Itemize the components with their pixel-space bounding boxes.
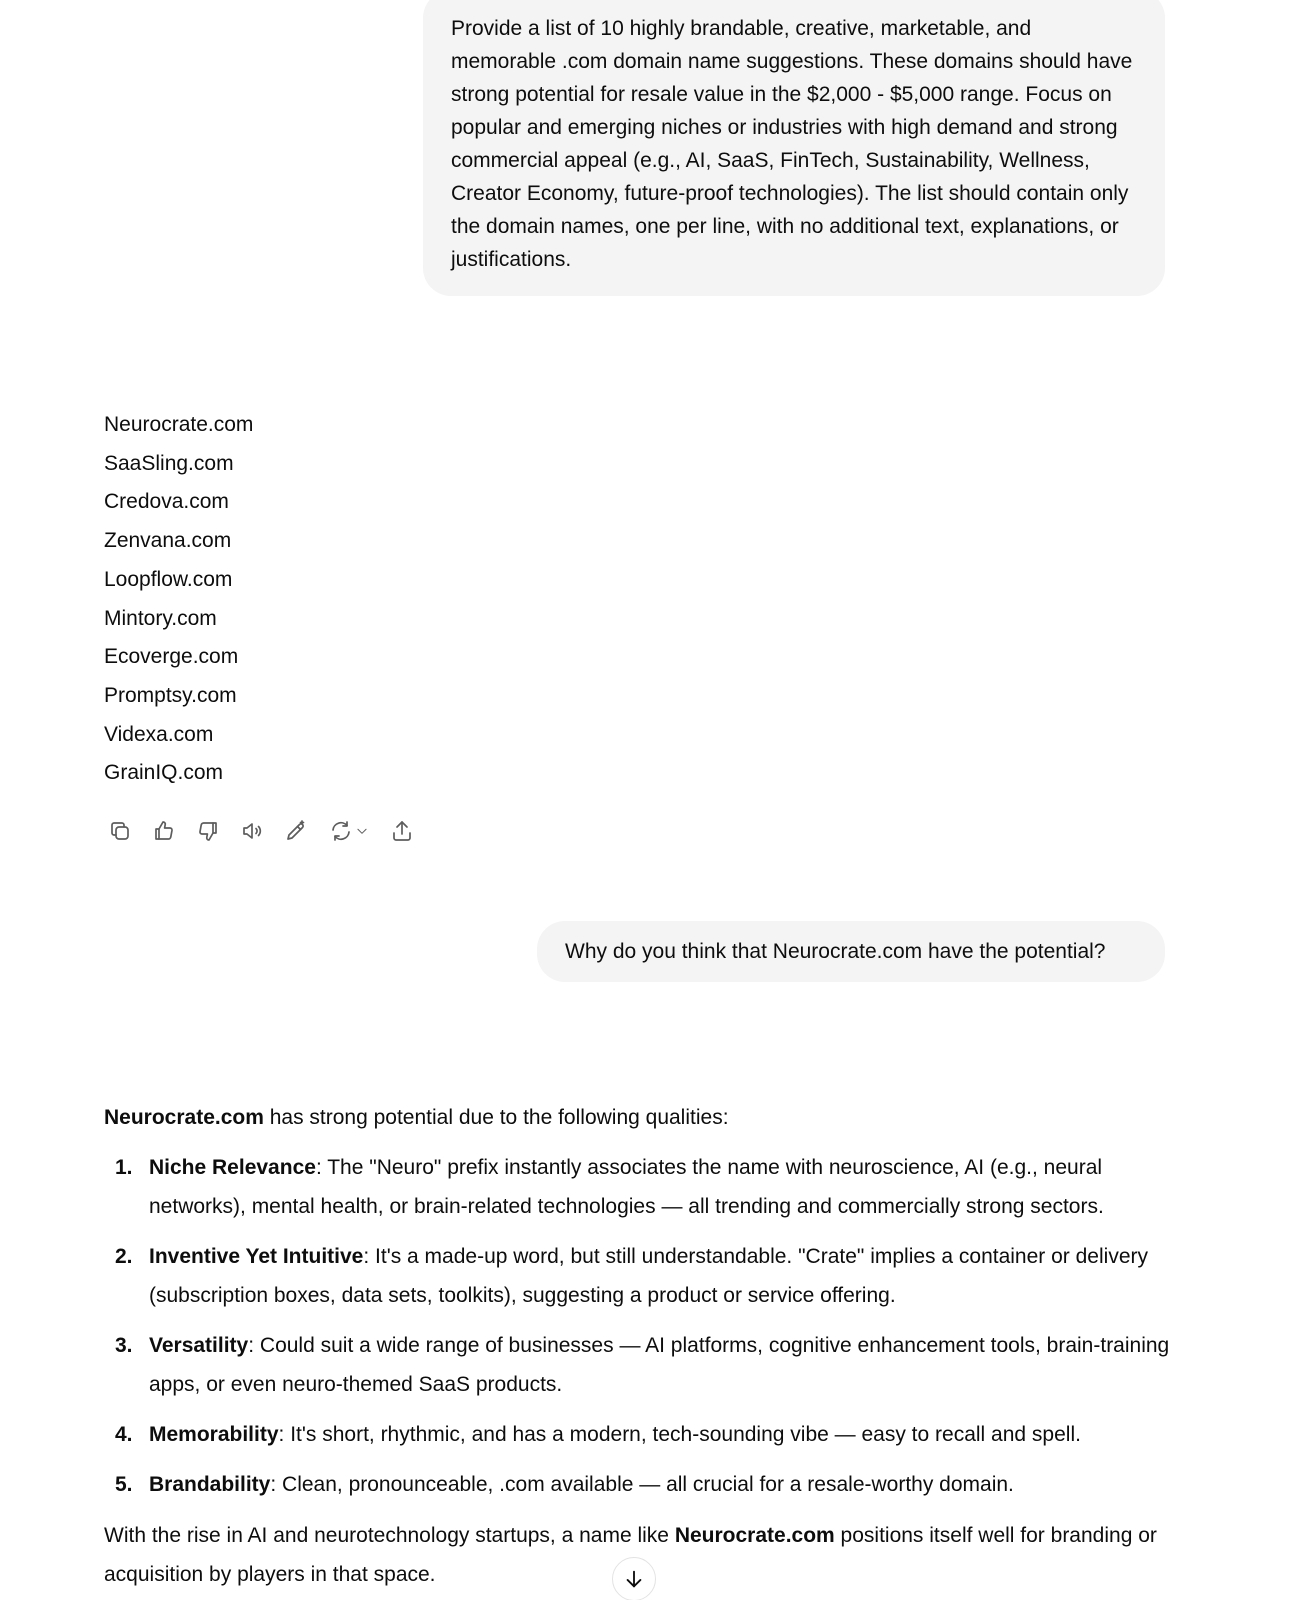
thumbs-up-button[interactable] bbox=[148, 815, 180, 847]
item-text: : The "Neuro" prefix instantly associates the name with neuroscience, AI (e.g., neural networks), mental health, or brain-related technologies — all trending and commercially strong sectors. bbox=[149, 1156, 1104, 1218]
copy-icon bbox=[108, 819, 132, 843]
bold-text: Neurocrate.com bbox=[104, 1106, 264, 1129]
list-item: GrainIQ.com bbox=[104, 761, 224, 785]
answer-intro bbox=[104, 1098, 1174, 1137]
item-title: Brandability bbox=[149, 1473, 271, 1496]
list-item bbox=[104, 1326, 1174, 1404]
share-icon bbox=[390, 819, 414, 843]
list-item: Promptsy.com bbox=[104, 683, 237, 707]
list-item: Ecoverge.com bbox=[104, 645, 239, 669]
item-number: 4. bbox=[115, 1423, 133, 1446]
list-item: Loopflow.com bbox=[104, 567, 233, 591]
list-item: Videxa.com bbox=[104, 722, 214, 746]
regenerate-icon bbox=[329, 819, 353, 843]
item-text: : Could suit a wide range of businesses — AI platforms, cognitive enhancement tools, brain-training apps, or even neuro-themed SaaS products. bbox=[149, 1334, 1170, 1396]
list-item bbox=[104, 1415, 1174, 1454]
item-number: 5. bbox=[115, 1473, 133, 1496]
copy-button[interactable] bbox=[104, 815, 136, 847]
item-title: Memorability bbox=[149, 1423, 279, 1446]
item-text: : It's short, rhythmic, and has a modern, tech-sounding vibe — easy to recall and spell. bbox=[278, 1423, 1081, 1446]
list-item: SaaSling.com bbox=[104, 451, 234, 475]
item-number: 3. bbox=[115, 1334, 133, 1357]
domain-list bbox=[104, 406, 253, 793]
answer-text: positions itself well for branding or acquisition by players in that space. bbox=[104, 1524, 1157, 1586]
read-aloud-button[interactable] bbox=[236, 815, 268, 847]
list-item: Mintory.com bbox=[104, 606, 217, 630]
list-item bbox=[104, 1148, 1174, 1226]
edit-button[interactable] bbox=[280, 815, 312, 847]
edit-icon bbox=[284, 819, 308, 843]
qualities-list bbox=[104, 1148, 1174, 1504]
regenerate-button[interactable] bbox=[324, 815, 374, 847]
item-title: Inventive Yet Intuitive bbox=[149, 1245, 364, 1268]
list-item bbox=[104, 1237, 1174, 1315]
read-aloud-icon bbox=[240, 819, 264, 843]
share-button[interactable] bbox=[386, 815, 418, 847]
thumbs-down-button[interactable] bbox=[192, 815, 224, 847]
answer-text: has strong potential due to the following qualities: bbox=[263, 1106, 729, 1129]
arrow-down-icon bbox=[623, 1568, 645, 1590]
bold-text: Neurocrate.com bbox=[674, 1524, 835, 1547]
chevron-down-icon bbox=[355, 824, 369, 838]
item-title: Versatility bbox=[149, 1334, 249, 1357]
thumbs-up-icon bbox=[152, 819, 176, 843]
item-title: Niche Relevance bbox=[149, 1156, 316, 1179]
user-message: Provide a list of 10 highly brandable, creative, marketable, and memorable .com domain name suggestions. These domains should have strong potential for resale value in the $2,000 - $5,000 range. Focus on popular and emerging niches or industries with high demand and strong commercial appeal (e.g., AI, SaaS, FinTech, Sustainability, Wellness, Creator Economy, future-proof technologies). The list should contain only the domain names, one per line, with no additional text, explanations, or justifications. bbox=[423, 0, 1165, 296]
list-item: Neurocrate.com bbox=[104, 413, 254, 436]
scroll-to-bottom-button[interactable] bbox=[612, 1557, 656, 1600]
thumbs-down-icon bbox=[196, 819, 220, 843]
list-item bbox=[104, 1465, 1174, 1504]
user-message: Why do you think that Neurocrate.com have the potential? bbox=[537, 921, 1165, 982]
answer-text: With the rise in AI and neurotechnology startups, a name like bbox=[104, 1524, 675, 1547]
list-item: Zenvana.com bbox=[104, 529, 232, 553]
item-number: 1. bbox=[115, 1156, 133, 1179]
item-text: : Clean, pronounceable, .com available — all crucial for a resale-worthy domain. bbox=[270, 1473, 1014, 1496]
assistant-answer bbox=[104, 1098, 1174, 1594]
item-number: 2. bbox=[115, 1245, 133, 1268]
message-actions bbox=[104, 815, 430, 847]
list-item: Credova.com bbox=[104, 490, 229, 514]
item-text: : It's a made-up word, but still understandable. "Crate" implies a container or delivery (subscription boxes, data sets, toolkits), suggesting a product or service offering. bbox=[149, 1245, 1148, 1307]
